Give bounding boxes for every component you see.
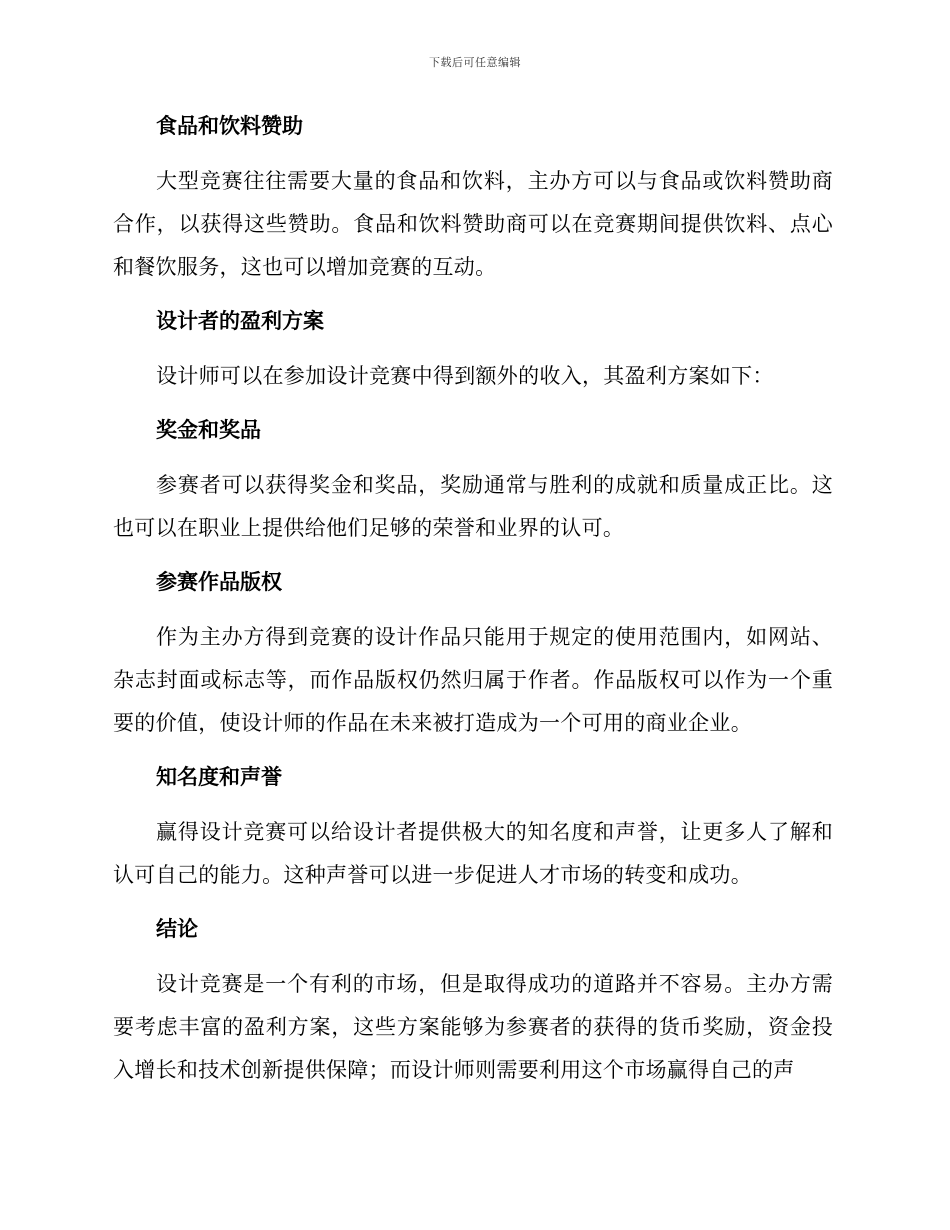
section-heading-conclusion: 结论 <box>156 917 198 941</box>
section-paragraph-food-sponsorship: 大型竞赛往往需要大量的食品和饮料，主办方可以与食品或饮料赞助商合作，以获得这些赞助。食品和饮料赞助商可以在竞赛期间提供饮料、点心和餐饮服务，这也可以增加竞赛的互动。 <box>113 169 833 279</box>
document-body <box>113 104 833 1102</box>
section-paragraph-reputation: 赢得设计竞赛可以给设计者提供极大的知名度和声誉，让更多人了解和认可自己的能力。这种声誉可以进一步促进人才市场的转变和成功。 <box>113 820 833 887</box>
section-paragraph-conclusion: 设计竞赛是一个有利的市场，但是取得成功的道路并不容易。主办方需要考虑丰富的盈利方案，这些方案能够为参赛者的获得的货币奖励，资金投入增长和技术创新提供保障；而设计师则需要利用这个市场赢得自己的声 <box>113 972 833 1082</box>
section-heading-copyright: 参赛作品版权 <box>156 570 282 594</box>
section-heading-prizes: 奖金和奖品 <box>156 418 261 442</box>
section-heading-designer-profit: 设计者的盈利方案 <box>156 309 324 333</box>
section-paragraph-prizes: 参赛者可以获得奖金和奖品，奖励通常与胜利的成就和质量成正比。这也可以在职业上提供给他们足够的荣誉和业界的认可。 <box>113 473 833 540</box>
page-header: 下载后可任意编辑 <box>429 56 521 69</box>
section-paragraph-designer-profit: 设计师可以在参加设计竞赛中得到额外的收入，其盈利方案如下： <box>156 364 774 388</box>
section-paragraph-copyright: 作为主办方得到竞赛的设计作品只能用于规定的使用范围内，如网站、杂志封面或标志等，而作品版权仍然归属于作者。作品版权可以作为一个重要的价值，使设计师的作品在未来被打造成为一个可用的商业企业。 <box>113 625 833 735</box>
section-heading-reputation: 知名度和声誉 <box>156 765 282 789</box>
section-heading-food-sponsorship: 食品和饮料赞助 <box>156 114 303 138</box>
